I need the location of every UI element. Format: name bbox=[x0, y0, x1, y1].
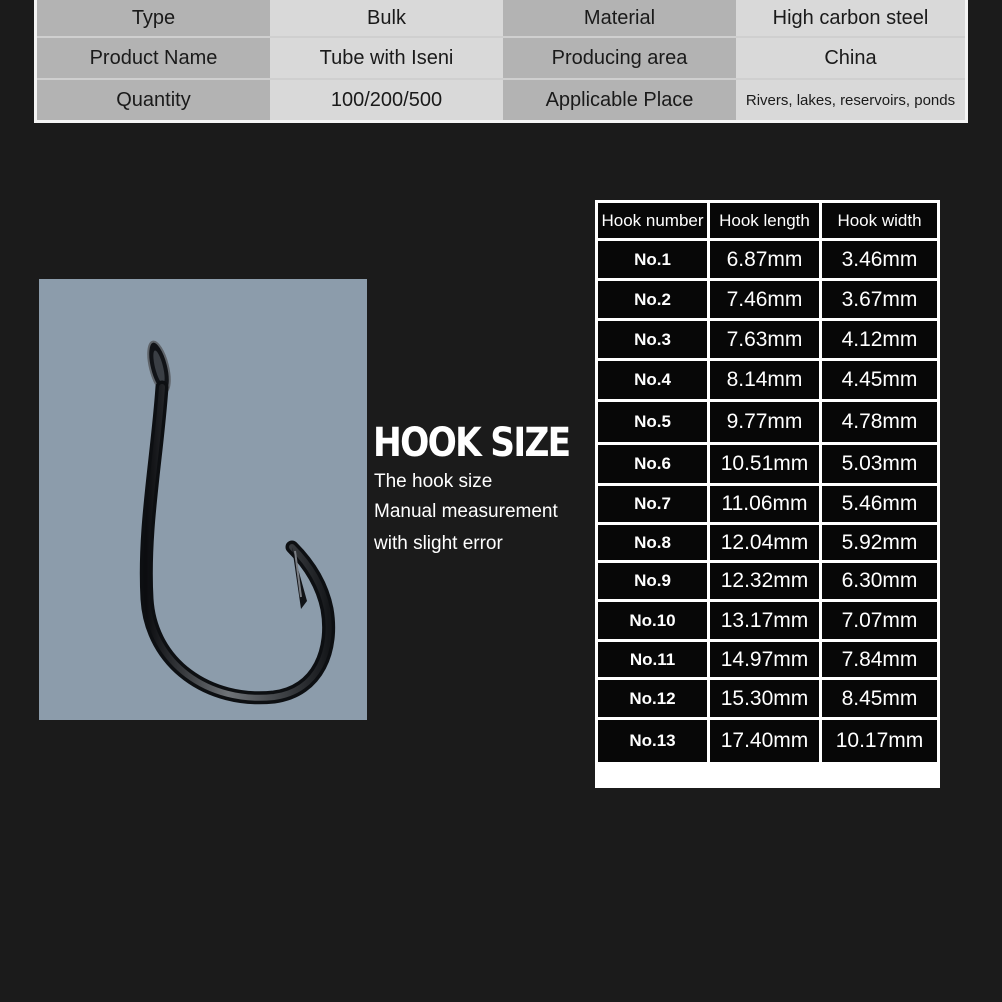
hook-width-cell: 3.67mm bbox=[822, 281, 937, 318]
hook-width-cell: 10.17mm bbox=[822, 720, 937, 762]
spec-value: High carbon steel bbox=[736, 0, 965, 36]
hook-length-cell: 12.32mm bbox=[710, 563, 819, 599]
hook-width-cell: 3.46mm bbox=[822, 241, 937, 278]
hook-width-cell: 7.84mm bbox=[822, 642, 937, 677]
spec-value: Bulk bbox=[270, 0, 503, 36]
spec-value: China bbox=[736, 36, 965, 78]
spec-value: Tube with Iseni bbox=[270, 36, 503, 78]
hook-length-cell: 15.30mm bbox=[710, 680, 819, 717]
hook-number-cell: No.12 bbox=[598, 680, 707, 717]
hook-length-cell: 17.40mm bbox=[710, 720, 819, 762]
hook-width-cell: 4.78mm bbox=[822, 402, 937, 442]
spec-label: Material bbox=[503, 0, 736, 36]
hook-number-cell: No.3 bbox=[598, 321, 707, 358]
table-row bbox=[598, 241, 937, 278]
table-row bbox=[598, 720, 937, 762]
table-row bbox=[598, 402, 937, 442]
hook-number-cell: No.8 bbox=[598, 525, 707, 560]
spec-value: 100/200/500 bbox=[270, 78, 503, 120]
table-row bbox=[598, 602, 937, 639]
table-row bbox=[598, 680, 937, 717]
hook-number-cell: No.9 bbox=[598, 563, 707, 599]
hook-length-cell: 14.97mm bbox=[710, 642, 819, 677]
header-hook-number: Hook number bbox=[598, 203, 707, 238]
spec-label: Product Name bbox=[37, 36, 270, 78]
hook-size-subtitle: The hook size bbox=[374, 471, 493, 492]
hook-length-cell: 13.17mm bbox=[710, 602, 819, 639]
hook-photo bbox=[39, 279, 367, 720]
hook-number-cell: No.5 bbox=[598, 402, 707, 442]
table-row bbox=[598, 525, 937, 560]
hook-width-cell: 7.07mm bbox=[822, 602, 937, 639]
fishing-hook-icon bbox=[39, 279, 367, 720]
spec-label: Applicable Place bbox=[503, 78, 736, 120]
table-row bbox=[598, 486, 937, 522]
hook-length-cell: 7.63mm bbox=[710, 321, 819, 358]
hook-width-cell: 5.46mm bbox=[822, 486, 937, 522]
spec-value: Rivers, lakes, reservoirs, ponds bbox=[736, 78, 965, 120]
hook-number-cell: No.10 bbox=[598, 602, 707, 639]
header-hook-length: Hook length bbox=[710, 203, 819, 238]
hook-length-cell: 7.46mm bbox=[710, 281, 819, 318]
hook-length-cell: 8.14mm bbox=[710, 361, 819, 399]
spec-label: Producing area bbox=[503, 36, 736, 78]
hook-width-cell: 5.92mm bbox=[822, 525, 937, 560]
hook-length-cell: 9.77mm bbox=[710, 402, 819, 442]
hook-size-table bbox=[595, 200, 940, 788]
table-row bbox=[598, 321, 937, 358]
spec-label: Quantity bbox=[37, 78, 270, 120]
table-row bbox=[598, 445, 937, 483]
hook-width-cell: 5.03mm bbox=[822, 445, 937, 483]
table-row bbox=[598, 642, 937, 677]
hook-width-cell: 4.12mm bbox=[822, 321, 937, 358]
hook-number-cell: No.2 bbox=[598, 281, 707, 318]
table-row bbox=[598, 361, 937, 399]
table-row bbox=[598, 281, 937, 318]
spec-label: Type bbox=[37, 0, 270, 36]
hook-size-title: HOOK SIZE bbox=[373, 420, 570, 466]
hook-width-cell: 4.45mm bbox=[822, 361, 937, 399]
hook-length-cell: 11.06mm bbox=[710, 486, 819, 522]
hook-number-cell: No.11 bbox=[598, 642, 707, 677]
hook-number-cell: No.13 bbox=[598, 720, 707, 762]
spec-table bbox=[34, 0, 968, 123]
hook-number-cell: No.1 bbox=[598, 241, 707, 278]
table-header-row bbox=[598, 203, 937, 238]
hook-number-cell: No.6 bbox=[598, 445, 707, 483]
header-hook-width: Hook width bbox=[822, 203, 937, 238]
hook-length-cell: 6.87mm bbox=[710, 241, 819, 278]
table-row bbox=[598, 563, 937, 599]
hook-width-cell: 8.45mm bbox=[822, 680, 937, 717]
hook-number-cell: No.7 bbox=[598, 486, 707, 522]
hook-width-cell: 6.30mm bbox=[822, 563, 937, 599]
error-note: with slight error bbox=[374, 533, 503, 554]
measurement-note: Manual measurement bbox=[374, 501, 558, 522]
hook-length-cell: 12.04mm bbox=[710, 525, 819, 560]
hook-length-cell: 10.51mm bbox=[710, 445, 819, 483]
hook-number-cell: No.4 bbox=[598, 361, 707, 399]
